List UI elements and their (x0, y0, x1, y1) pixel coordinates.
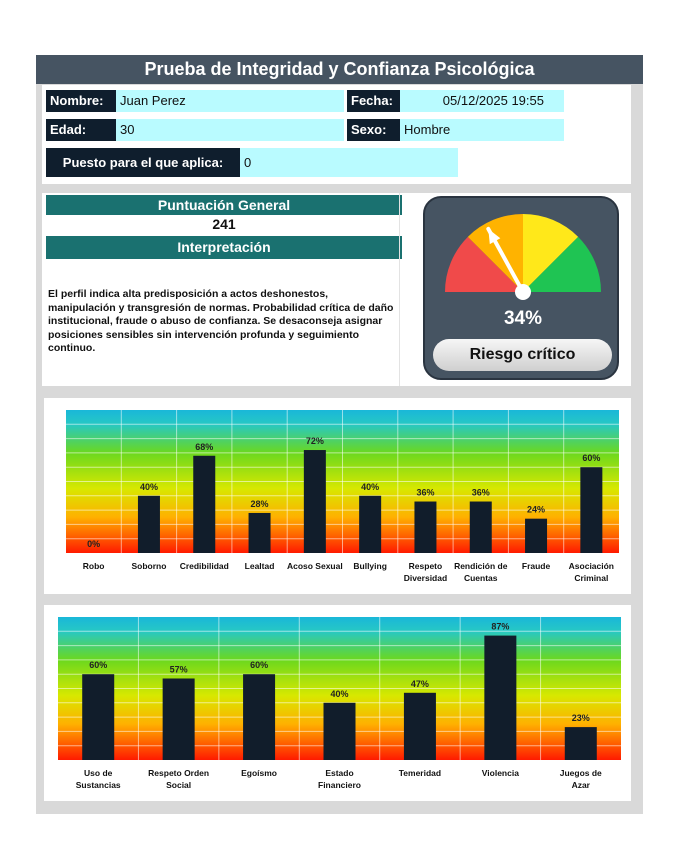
category-label: Cuentas (463, 573, 498, 583)
category-label: Social (166, 780, 192, 790)
data-label: 60% (582, 453, 601, 464)
category-label: Soborno (131, 561, 167, 571)
fecha-field[interactable]: 05/12/2025 19:55 (400, 90, 564, 112)
bar (359, 496, 381, 553)
risk-gauge (423, 196, 619, 380)
data-label: 28% (250, 498, 269, 509)
bar (404, 693, 436, 760)
data-label: 57% (169, 664, 188, 675)
bar (414, 502, 436, 553)
report-title: Prueba de Integridad y Confianza Psicológica (36, 55, 643, 84)
gauge-dial (425, 198, 621, 318)
sexo-field[interactable]: Hombre (400, 119, 564, 141)
bar (138, 496, 160, 553)
gauge-hub (515, 284, 531, 300)
category-label: Violencia (481, 768, 519, 778)
bar (163, 678, 195, 760)
sexo-label: Sexo: (347, 119, 400, 141)
data-label: 36% (416, 487, 435, 498)
chart-panel-2 (44, 605, 631, 801)
data-label: 0% (87, 539, 101, 549)
nombre-label: Nombre: (46, 90, 116, 112)
category-label: Uso de (84, 768, 113, 778)
category-label: Estado (325, 768, 354, 778)
candidate-info-panel (42, 85, 631, 184)
puesto-field[interactable]: 0 (240, 148, 458, 177)
data-label: 40% (330, 688, 349, 699)
edad-field[interactable]: 30 (116, 119, 344, 141)
risk-level-badge: Riesgo crítico (433, 339, 612, 371)
category-label: Criminal (574, 573, 609, 583)
category-label: Credibilidad (179, 561, 229, 571)
data-label: 47% (410, 678, 429, 689)
data-label: 23% (571, 713, 590, 724)
bar (304, 450, 326, 553)
category-label: Financiero (318, 780, 361, 790)
score-heading: Puntuación General (46, 195, 402, 215)
bar (193, 456, 215, 553)
bar (243, 674, 275, 760)
bar (470, 502, 492, 553)
category-label: Bullying (353, 561, 387, 571)
data-label: 60% (250, 660, 269, 671)
category-label: Temeridad (398, 768, 442, 778)
category-label: Fraude (521, 561, 551, 571)
chart-panel-1 (44, 398, 631, 594)
category-label: Diversidad (403, 573, 448, 583)
category-label: Respeto (408, 561, 443, 571)
bar (580, 467, 602, 553)
bar (565, 727, 597, 760)
bar (484, 636, 516, 760)
bar (249, 513, 271, 553)
data-label: 40% (361, 481, 380, 492)
category-label: Respeto Orden (148, 768, 210, 778)
category-label: Robo (82, 561, 105, 571)
category-label: Rendición de (454, 561, 508, 571)
category-label: Sustancias (75, 780, 121, 790)
fecha-label: Fecha: (347, 90, 400, 112)
data-label: 60% (89, 660, 108, 671)
score-value: 241 (212, 216, 236, 232)
data-label: 87% (491, 621, 510, 632)
category-label: Asociación (568, 561, 615, 571)
bar (324, 703, 356, 760)
interpretation-text: El perfil indica alta predisposición a actos deshonestos, manipulación y transgresión de normas. Probabilidad crítica de daño institucional, fraude o abuso de confianza. Se desaconseja asignar posiciones sensibles sin intervención profunda y seguimiento continuo. (48, 288, 394, 355)
interpretation-heading: Interpretación (46, 236, 402, 259)
data-label: 72% (305, 436, 324, 447)
divider (399, 193, 400, 386)
score-panel (42, 193, 631, 386)
bar-chart-2 (44, 605, 631, 801)
nombre-field[interactable]: Juan Perez (116, 90, 344, 112)
data-label: 68% (195, 441, 214, 452)
category-label: Juegos de (559, 768, 602, 778)
report-sheet (36, 55, 643, 814)
bar (525, 519, 547, 553)
gauge-percent: 34% (503, 308, 543, 329)
edad-label: Edad: (46, 119, 116, 141)
category-label: Egoísmo (241, 768, 278, 778)
puesto-label: Puesto para el que aplica: (46, 148, 240, 177)
category-label: Azar (571, 780, 591, 790)
bar-chart-1 (44, 398, 631, 594)
data-label: 36% (471, 487, 490, 498)
data-label: 24% (527, 504, 546, 515)
bar (82, 674, 114, 760)
category-label: Acoso Sexual (286, 561, 343, 571)
category-label: Lealtad (244, 561, 275, 571)
data-label: 40% (139, 481, 158, 492)
